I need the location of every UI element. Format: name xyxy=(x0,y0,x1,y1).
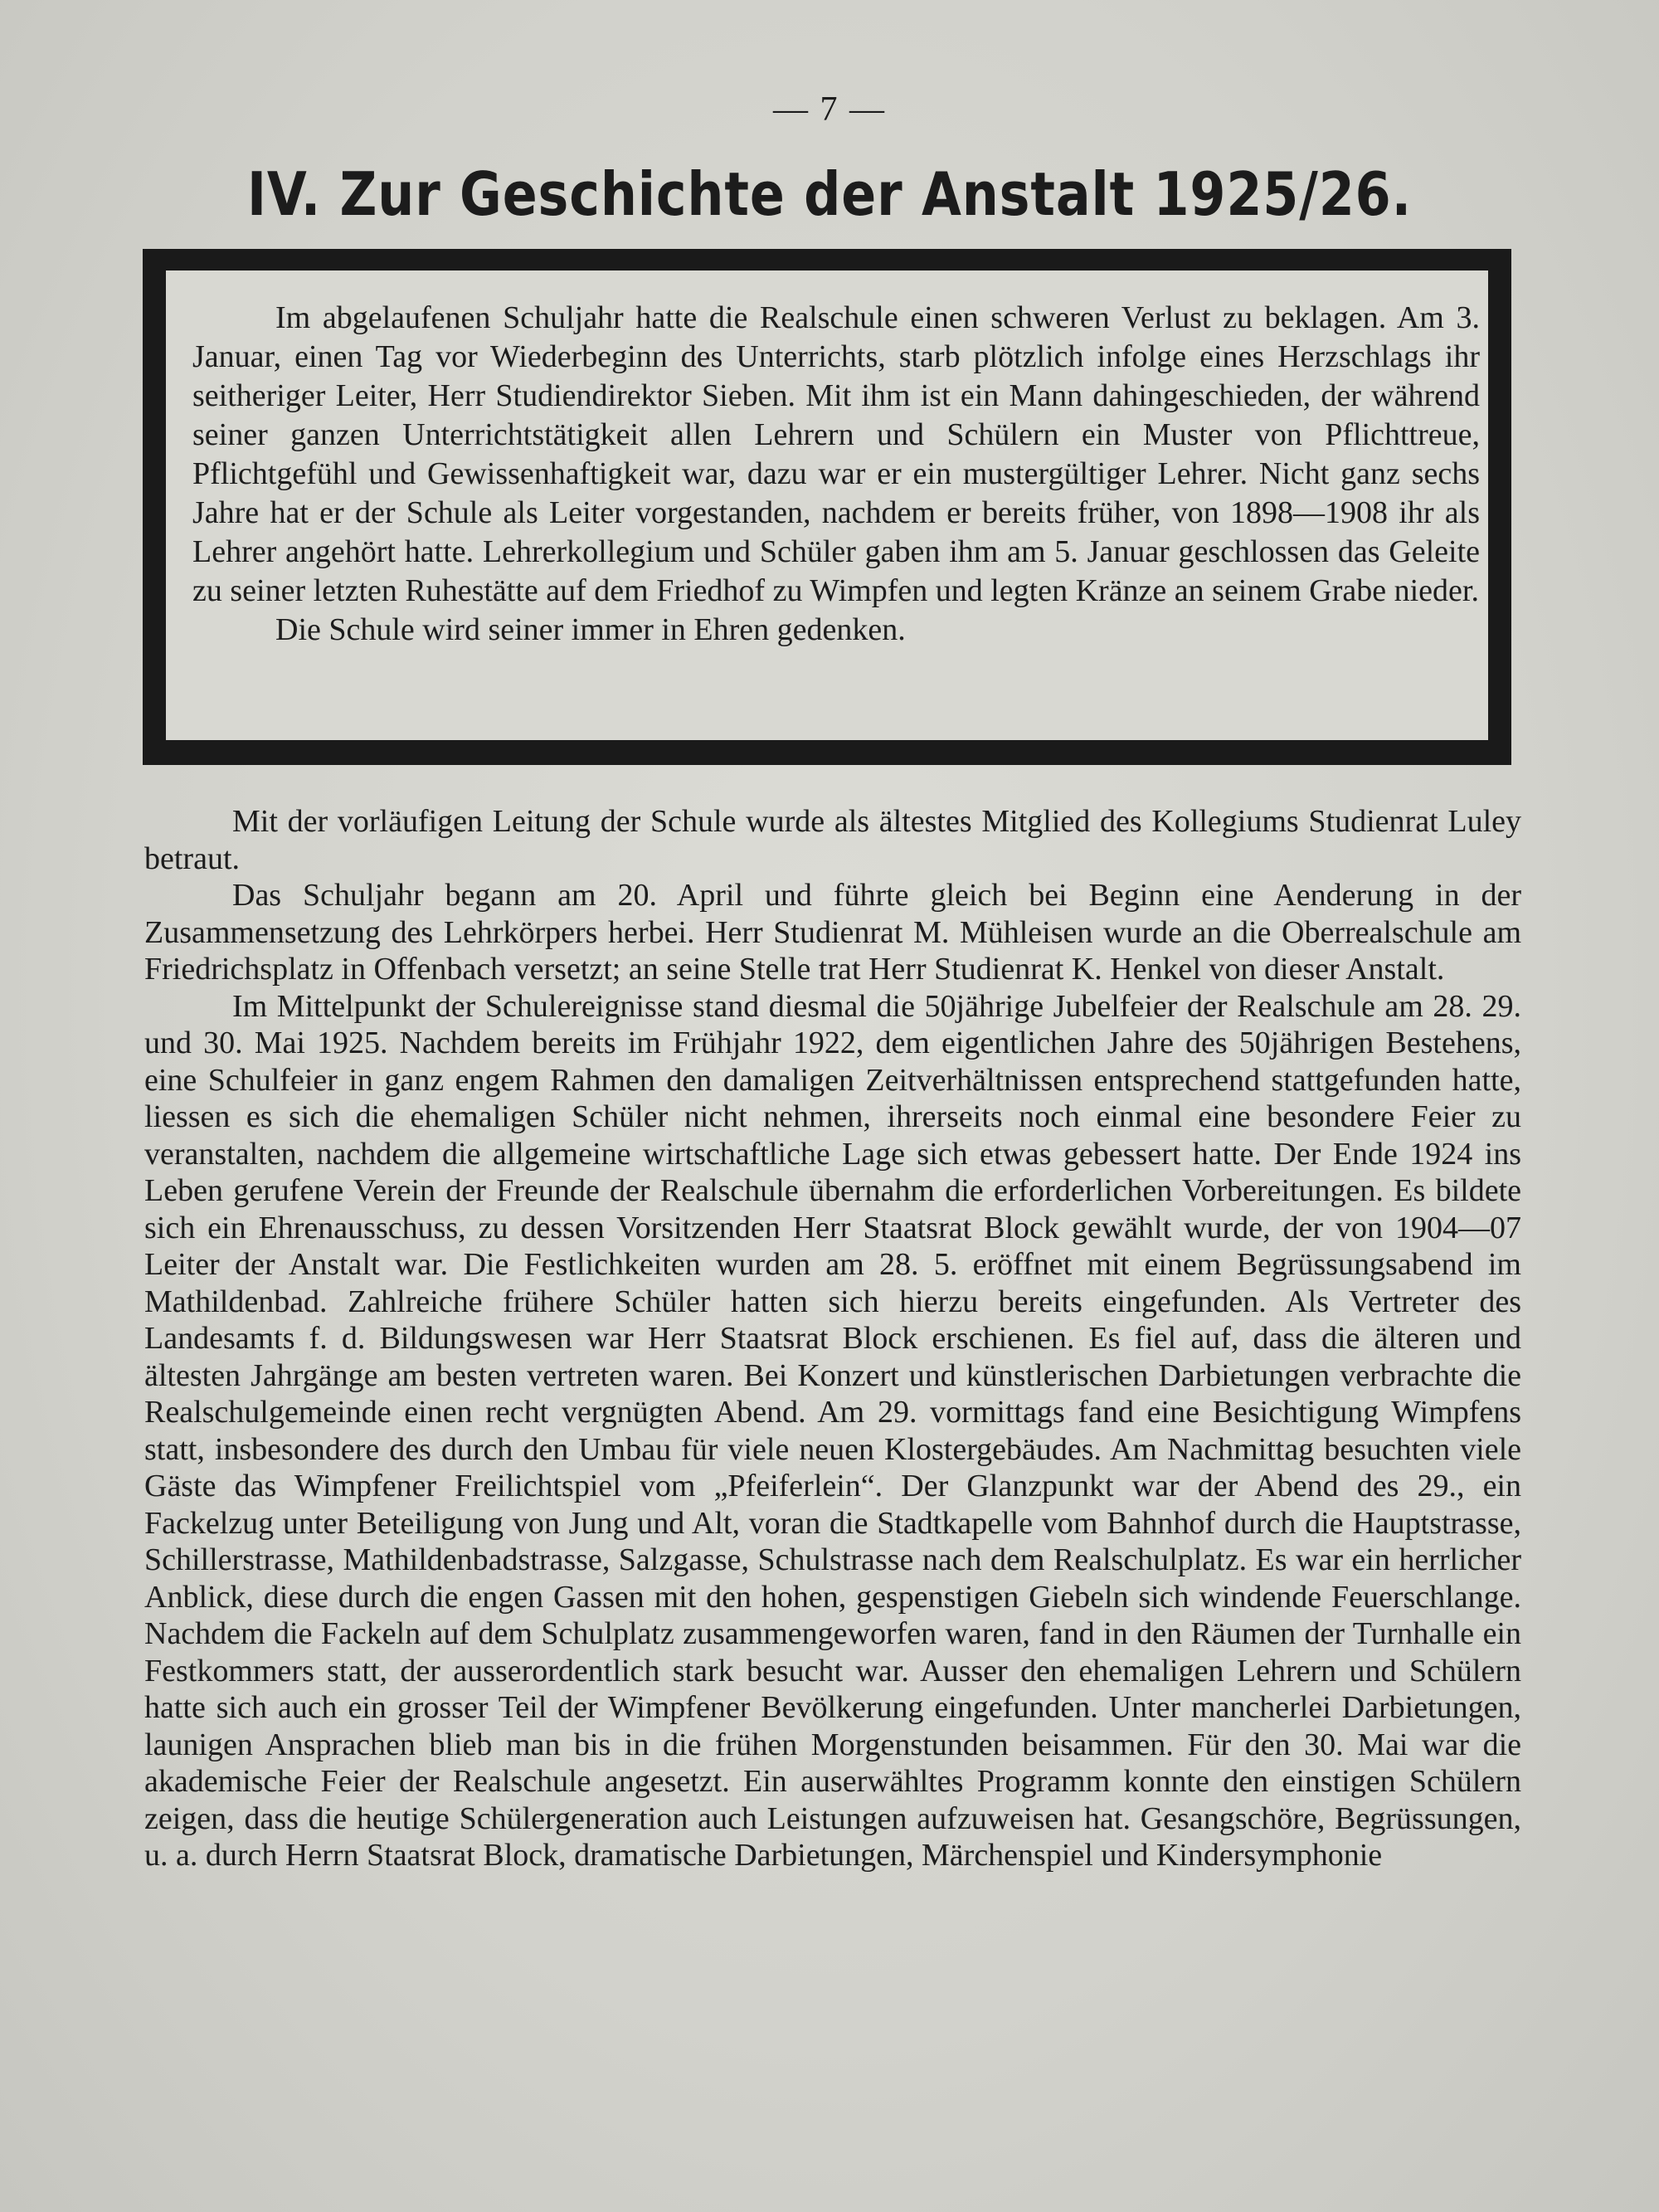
page-title: IV. Zur Geschichte der Anstalt 1925/26. xyxy=(247,159,1412,229)
chronicle-text xyxy=(144,803,1521,1874)
memorial-paragraph: Im abgelaufenen Schuljahr hatte die Realschule einen schweren Verlust zu beklagen. Am 3. Januar, einen Tag vor Wiederbeginn des Unterrichts, starb plötzlich infolge eines Herzschlags ihr seitheriger Leiter, Herr Studiendirektor Sieben. Mit ihm ist ein Mann dahingeschieden, der während seiner ganzen Unterrichtstätigkeit allen Lehrern und Schülern ein Muster von Pflichttreue, Pflichtgefühl und Gewissenhaftigkeit war, dazu war er ein mustergültiger Lehrer. Nicht ganz sechs Jahre hat er der Schule als Leiter vorgestanden, nachdem er bereits früher, von 1898—1908 ihr als Lehrer angehört hatte. Lehrerkollegium und Schüler gaben ihm am 5. Januar geschlossen das Geleite zu seiner letzten Ruhestätte auf dem Friedhof zu Wimpfen und legten Kränze an seinem Grabe nieder. xyxy=(192,300,1480,608)
memorial-closing-line: Die Schule wird seiner immer in Ehren gedenken. xyxy=(275,612,906,647)
body-paragraph: Mit der vorläufigen Leitung der Schule wurde als ältestes Mitglied des Kollegiums Studienrat Luley betraut. xyxy=(144,804,1521,876)
body-paragraph: Im Mittelpunkt der Schulereignisse stand diesmal die 50jährige Jubelfeier der Realschule am 28. 29. und 30. Mai 1925. Nachdem bereits im Frühjahr 1922, dem eigentlichen Jahre des 50jährigen Bestehens, eine Schulfeier in ganz engem Rahmen den damaligen Zeitverhältnissen entsprechend stattgefunden hatte, liessen es sich die ehemaligen Schüler nicht nehmen, ihrerseits noch einmal eine besondere Feier zu veranstalten, nachdem die allgemeine wirtschaftliche Lage sich etwas gebessert hatte. Der Ende 1924 ins Leben gerufene Verein der Freunde der Realschule übernahm die erforderlichen Vorbereitungen. Es bildete sich ein Ehrenausschuss, zu dessen Vorsitzenden Herr Staatsrat Block gewählt wurde, der von 1904—07 Leiter der Anstalt war. Die Festlichkeiten wurden am 28. 5. eröffnet mit einem Begrüssungsabend im Mathildenbad. Zahlreiche frühere Schüler hatten sich hierzu bereits eingefunden. Als Vertreter des Landesamts f. d. Bildungswesen war Herr Staatsrat Block erschienen. Es fiel auf, dass die älteren und ältesten Jahrgänge am besten vertreten waren. Bei Konzert und künstlerischen Darbietungen verbrachte die Realschulgemeinde einen recht vergnügten Abend. Am 29. vormittags fand eine Besichtigung Wimpfens statt, insbesondere des durch den Umbau für viele neuen Klostergebäudes. Am Nachmittag besuchten viele Gäste das Wimpfener Freilichtspiel vom „Pfeiferlein“. Der Glanzpunkt war der Abend des 29., ein Fackelzug unter Beteiligung von Jung und Alt, voran die Stadtkapelle vom Bahnhof durch die Hauptstrasse, Schillerstrasse, Mathildenbadstrasse, Salzgasse, Schulstrasse nach dem Realschulplatz. Es war ein herrlicher Anblick, diese durch die engen Gassen mit den hohen, gespenstigen Giebeln sich windende Feuerschlange. Nachdem die Fackeln auf dem Schulplatz zusammengeworfen waren, fand in den Räumen der Turnhalle ein Festkommers statt, der ausserordentlich stark besucht war. Ausser den ehemaligen Lehrern und Schülern hatte sich auch ein grosser Teil der Wimpfener Bevölkerung eingefunden. Unter mancherlei Darbietungen, launigen Ansprachen blieb man bis in die frühen Morgenstunden beisammen. Für den 30. Mai war die akademische Feier der Realschule angesetzt. Ein auserwähltes Programm konnte den einstigen Schülern zeigen, dass die heutige Schülergeneration auch Leistungen aufzuweisen hat. Gesangschöre, Begrüssungen, u. a. durch Herrn Staatsrat Block, dramatische Darbietungen, Märchenspiel und Kindersymphonie xyxy=(144,988,1521,1873)
body-paragraph: Das Schuljahr begann am 20. April und führte gleich bei Beginn eine Aenderung in der Zusammensetzung des Lehrkörpers herbei. Herr Studienrat M. Mühleisen wurde an die Oberrealschule am Friedrichsplatz in Offenbach versetzt; an seine Stelle trat Herr Studienrat K. Henkel von dieser Anstalt. xyxy=(144,878,1521,987)
page-number: — 7 — xyxy=(773,90,886,129)
memorial-black-border-box xyxy=(143,249,1511,765)
memorial-notice xyxy=(192,299,1480,650)
